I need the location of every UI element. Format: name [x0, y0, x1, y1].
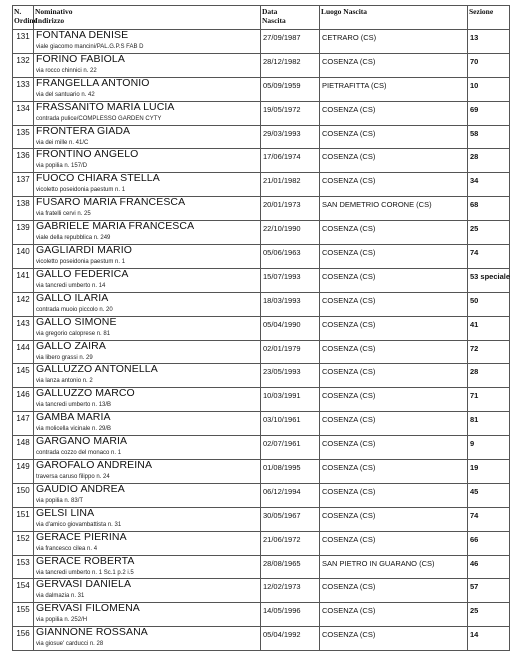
row-address: contrada cozzo del monaco n. 1	[36, 450, 122, 457]
row-birth-place: COSENZA (CS)	[320, 125, 468, 149]
row-address: via giosue' carducci n. 28	[36, 641, 104, 648]
row-name: GERVASI FILOMENA	[36, 602, 140, 615]
header-data-nascita	[261, 6, 320, 30]
table-row	[13, 197, 510, 221]
row-birth-place: COSENZA (CS)	[320, 483, 468, 507]
row-section: 25	[468, 603, 510, 627]
row-section: 19	[468, 460, 510, 484]
row-section: 69	[468, 101, 510, 125]
table-row	[13, 53, 510, 77]
header-sezione: Sezione	[468, 6, 510, 30]
row-number: 140	[13, 245, 34, 269]
row-nominativo-cell	[34, 507, 261, 531]
row-name: FRONTERA GIADA	[36, 124, 131, 137]
row-address: viale giacomo mancini/PAL.G.P.S FAB D	[36, 44, 144, 50]
row-address: via libero grassi n. 29	[36, 354, 93, 361]
row-name: FRONTINO ANGELO	[36, 148, 139, 161]
table-row	[13, 436, 510, 460]
row-number: 136	[13, 149, 34, 173]
row-birth-place: PIETRAFITTA (CS)	[320, 77, 468, 101]
row-address: traversa caruso filippo n. 24	[36, 474, 110, 481]
row-nominativo-cell	[34, 77, 261, 101]
row-birth-date: 02/01/1979	[261, 340, 320, 364]
row-birth-date: 10/03/1991	[261, 388, 320, 412]
row-address: via popilia n. 83/T	[36, 497, 84, 504]
row-name: GAGLIARDI MARIO	[36, 244, 133, 257]
row-number: 133	[13, 77, 34, 101]
table-row	[13, 30, 510, 54]
row-birth-date: 05/09/1959	[261, 77, 320, 101]
row-address: contrada pulice/COMPLESSO GARDEN CYTY	[36, 115, 162, 122]
row-birth-date: 19/05/1972	[261, 101, 320, 125]
row-birth-place: COSENZA (CS)	[320, 603, 468, 627]
row-birth-place: COSENZA (CS)	[320, 388, 468, 412]
row-section: 70	[468, 53, 510, 77]
row-number: 156	[13, 627, 34, 651]
table-row	[13, 125, 510, 149]
row-name: GALLUZZO ANTONELLA	[36, 363, 158, 376]
row-number: 138	[13, 197, 34, 221]
row-address: via tancredi umberto n. 1 Sc.1 p.2 i.5	[36, 569, 134, 576]
row-section: 66	[468, 531, 510, 555]
row-birth-place: COSENZA (CS)	[320, 101, 468, 125]
row-name: GALLUZZO MARCO	[36, 387, 135, 400]
row-number: 142	[13, 292, 34, 316]
row-birth-place: COSENZA (CS)	[320, 436, 468, 460]
row-number: 141	[13, 268, 34, 292]
row-name: FRASSANITO MARIA LUCIA	[36, 100, 175, 113]
row-address: via francesco cilea n. 4	[36, 545, 98, 552]
row-number: 132	[13, 53, 34, 77]
row-birth-place: COSENZA (CS)	[320, 292, 468, 316]
row-section: 34	[468, 173, 510, 197]
row-section: 81	[468, 412, 510, 436]
table-header-row	[13, 6, 510, 30]
row-birth-place: COSENZA (CS)	[320, 221, 468, 245]
row-number: 147	[13, 412, 34, 436]
row-name: FUSARO MARIA FRANCESCA	[36, 196, 186, 209]
row-birth-date: 06/12/1994	[261, 483, 320, 507]
row-birth-date: 02/07/1961	[261, 436, 320, 460]
row-address: via del santuario n. 42	[36, 91, 95, 98]
header-numero-ordine	[13, 6, 37, 30]
row-number: 154	[13, 579, 34, 603]
table-row	[13, 77, 510, 101]
row-birth-date: 05/04/1992	[261, 627, 320, 651]
row-number: 143	[13, 316, 34, 340]
row-nominativo-cell	[34, 555, 261, 579]
row-birth-place: COSENZA (CS)	[320, 149, 468, 173]
row-nominativo-cell	[34, 173, 261, 197]
row-name: GERACE PIERINA	[36, 530, 127, 543]
table-row	[13, 340, 510, 364]
table-row	[13, 579, 510, 603]
table-row	[13, 364, 510, 388]
row-birth-date: 28/08/1965	[261, 555, 320, 579]
row-name: GARGANO MARIA	[36, 435, 128, 448]
row-address: via dalmazia n. 31	[36, 593, 85, 600]
row-section: 57	[468, 579, 510, 603]
row-name: FONTANA DENISE	[36, 29, 129, 41]
row-nominativo-cell	[34, 125, 261, 149]
table-body	[13, 30, 510, 651]
row-name: GAUDIO ANDREA	[36, 482, 125, 495]
row-number: 144	[13, 340, 34, 364]
row-number: 135	[13, 125, 34, 149]
row-birth-date: 05/06/1963	[261, 245, 320, 269]
row-birth-date: 23/05/1993	[261, 364, 320, 388]
header-luogo-nascita: Luogo Nascita	[320, 6, 468, 30]
row-birth-date: 20/01/1973	[261, 197, 320, 221]
row-nominativo-cell	[34, 531, 261, 555]
row-birth-place: COSENZA (CS)	[320, 579, 468, 603]
row-section: 41	[468, 316, 510, 340]
row-address: via popilia n. 252/H	[36, 617, 88, 624]
row-address: via tancredi umberto n. 13/B	[36, 402, 112, 409]
row-birth-date: 01/08/1995	[261, 460, 320, 484]
row-name: GALLO SIMONE	[36, 315, 117, 328]
row-number: 139	[13, 221, 34, 245]
row-birth-date: 17/06/1974	[261, 149, 320, 173]
row-nominativo-cell	[34, 460, 261, 484]
table-row	[13, 603, 510, 627]
row-section: 13	[468, 30, 510, 54]
row-number: 152	[13, 531, 34, 555]
row-birth-place: COSENZA (CS)	[320, 340, 468, 364]
header-nascita: Nascita	[262, 16, 286, 25]
table-row	[13, 460, 510, 484]
table-row	[13, 101, 510, 125]
table-row	[13, 627, 510, 651]
header-data: Data	[262, 7, 278, 16]
row-name: GABRIELE MARIA FRANCESCA	[36, 220, 195, 233]
table-row	[13, 149, 510, 173]
row-number: 151	[13, 507, 34, 531]
row-address: via d'amico giovambattista n. 31	[36, 521, 122, 528]
row-nominativo-cell	[34, 292, 261, 316]
row-birth-date: 21/06/1972	[261, 531, 320, 555]
document-page	[12, 5, 509, 651]
row-birth-place: COSENZA (CS)	[320, 460, 468, 484]
table-row	[13, 221, 510, 245]
row-birth-place: COSENZA (CS)	[320, 531, 468, 555]
row-birth-date: 05/04/1990	[261, 316, 320, 340]
row-nominativo-cell	[34, 436, 261, 460]
header-n: N.	[14, 7, 22, 16]
row-nominativo-cell	[34, 197, 261, 221]
row-section: 58	[468, 125, 510, 149]
row-section: 68	[468, 197, 510, 221]
row-name: GIANNONE ROSSANA	[36, 626, 148, 639]
row-address: via popilia n. 157/D	[36, 163, 88, 170]
row-section: 71	[468, 388, 510, 412]
row-birth-place: COSENZA (CS)	[320, 173, 468, 197]
row-address: vicoletto poseidonia paestum n. 1	[36, 259, 126, 266]
row-birth-date: 18/03/1993	[261, 292, 320, 316]
row-birth-date: 14/05/1996	[261, 603, 320, 627]
table-row	[13, 173, 510, 197]
row-nominativo-cell	[34, 364, 261, 388]
table-row	[13, 531, 510, 555]
row-name: FORINO FABIOLA	[36, 52, 125, 65]
row-section: 46	[468, 555, 510, 579]
row-address: viale della repubblica n. 249	[36, 235, 111, 242]
row-number: 149	[13, 460, 34, 484]
row-name: GERVASI DANIELA	[36, 578, 132, 591]
row-birth-date: 30/05/1967	[261, 507, 320, 531]
row-name: GALLO FEDERICA	[36, 267, 129, 280]
row-birth-date: 22/10/1990	[261, 221, 320, 245]
row-address: via tancredi umberto n. 14	[36, 282, 106, 289]
row-birth-date: 03/10/1961	[261, 412, 320, 436]
row-birth-date: 12/02/1973	[261, 579, 320, 603]
row-birth-place: COSENZA (CS)	[320, 316, 468, 340]
table-row	[13, 388, 510, 412]
row-birth-place: COSENZA (CS)	[320, 245, 468, 269]
row-nominativo-cell	[34, 603, 261, 627]
row-nominativo-cell	[34, 101, 261, 125]
row-name: GALLO ZAIRA	[36, 339, 106, 352]
row-section: 10	[468, 77, 510, 101]
row-birth-place: COSENZA (CS)	[320, 364, 468, 388]
row-nominativo-cell	[34, 316, 261, 340]
scrutatori-table	[12, 5, 510, 651]
row-name: GELSI LINA	[36, 506, 95, 519]
table-row	[13, 316, 510, 340]
row-address: contrada muoio piccolo n. 20	[36, 306, 113, 313]
row-nominativo-cell	[34, 579, 261, 603]
header-ordine: Ordine	[14, 16, 37, 25]
row-nominativo-cell	[34, 268, 261, 292]
row-birth-place: COSENZA (CS)	[320, 507, 468, 531]
row-name: GAROFALO ANDREINA	[36, 459, 153, 472]
header-nominativo: Nominativo	[35, 7, 73, 16]
row-birth-place: CETRARO (CS)	[320, 30, 468, 54]
header-nominativo-indirizzo	[34, 6, 261, 30]
row-nominativo-cell	[34, 221, 261, 245]
row-name: GAMBA MARIA	[36, 411, 111, 424]
row-number: 134	[13, 101, 34, 125]
row-birth-place: COSENZA (CS)	[320, 412, 468, 436]
row-section: 72	[468, 340, 510, 364]
row-name: FRANGELLA ANTONIO	[36, 76, 150, 89]
row-number: 148	[13, 436, 34, 460]
table-row	[13, 555, 510, 579]
table-row	[13, 412, 510, 436]
row-nominativo-cell	[34, 30, 261, 54]
row-number: 137	[13, 173, 34, 197]
row-address: via gregorio caloprese n. 81	[36, 330, 111, 337]
row-section: 9	[468, 436, 510, 460]
row-nominativo-cell	[34, 627, 261, 651]
row-name: FUOCO CHIARA STELLA	[36, 172, 160, 185]
row-birth-place: COSENZA (CS)	[320, 268, 468, 292]
row-birth-place: COSENZA (CS)	[320, 53, 468, 77]
row-nominativo-cell	[34, 340, 261, 364]
row-birth-place: SAN PIETRO IN GUARANO (CS)	[320, 555, 468, 579]
row-address: via molicella vicinale n. 29/B	[36, 426, 112, 433]
row-number: 153	[13, 555, 34, 579]
table-row	[13, 507, 510, 531]
row-nominativo-cell	[34, 53, 261, 77]
row-birth-place: COSENZA (CS)	[320, 627, 468, 651]
table-row	[13, 245, 510, 269]
table-row	[13, 292, 510, 316]
row-section: 25	[468, 221, 510, 245]
table-row	[13, 268, 510, 292]
row-number: 131	[13, 30, 34, 54]
row-section: 28	[468, 149, 510, 173]
row-section: 50	[468, 292, 510, 316]
row-address: via fratelli cervi n. 25	[36, 211, 91, 218]
row-birth-date: 15/07/1993	[261, 268, 320, 292]
row-nominativo-cell	[34, 388, 261, 412]
row-number: 150	[13, 483, 34, 507]
row-section: 74	[468, 245, 510, 269]
row-section: 28	[468, 364, 510, 388]
row-birth-date: 28/12/1982	[261, 53, 320, 77]
row-number: 145	[13, 364, 34, 388]
row-section: 74	[468, 507, 510, 531]
row-section: 45	[468, 483, 510, 507]
row-nominativo-cell	[34, 149, 261, 173]
row-address: via dei mille n. 41/C	[36, 139, 89, 146]
row-number: 146	[13, 388, 34, 412]
row-nominativo-cell	[34, 483, 261, 507]
row-birth-date: 21/01/1982	[261, 173, 320, 197]
row-name: GERACE ROBERTA	[36, 554, 135, 567]
row-nominativo-cell	[34, 245, 261, 269]
row-nominativo-cell	[34, 412, 261, 436]
row-section: 14	[468, 627, 510, 651]
header-indirizzo: Indirizzo	[35, 16, 65, 25]
row-address: via rocco chinnici n. 22	[36, 67, 97, 74]
row-address: via lanza antonio n. 2	[36, 378, 93, 385]
table-row	[13, 483, 510, 507]
row-address: vicoletto poseidonia paestum n. 1	[36, 187, 126, 194]
row-number: 155	[13, 603, 34, 627]
row-name: GALLO ILARIA	[36, 291, 109, 304]
row-birth-date: 29/03/1993	[261, 125, 320, 149]
row-section: 53 speciale	[468, 268, 510, 292]
row-birth-place: SAN DEMETRIO CORONE (CS)	[320, 197, 468, 221]
row-birth-date: 27/09/1987	[261, 30, 320, 54]
